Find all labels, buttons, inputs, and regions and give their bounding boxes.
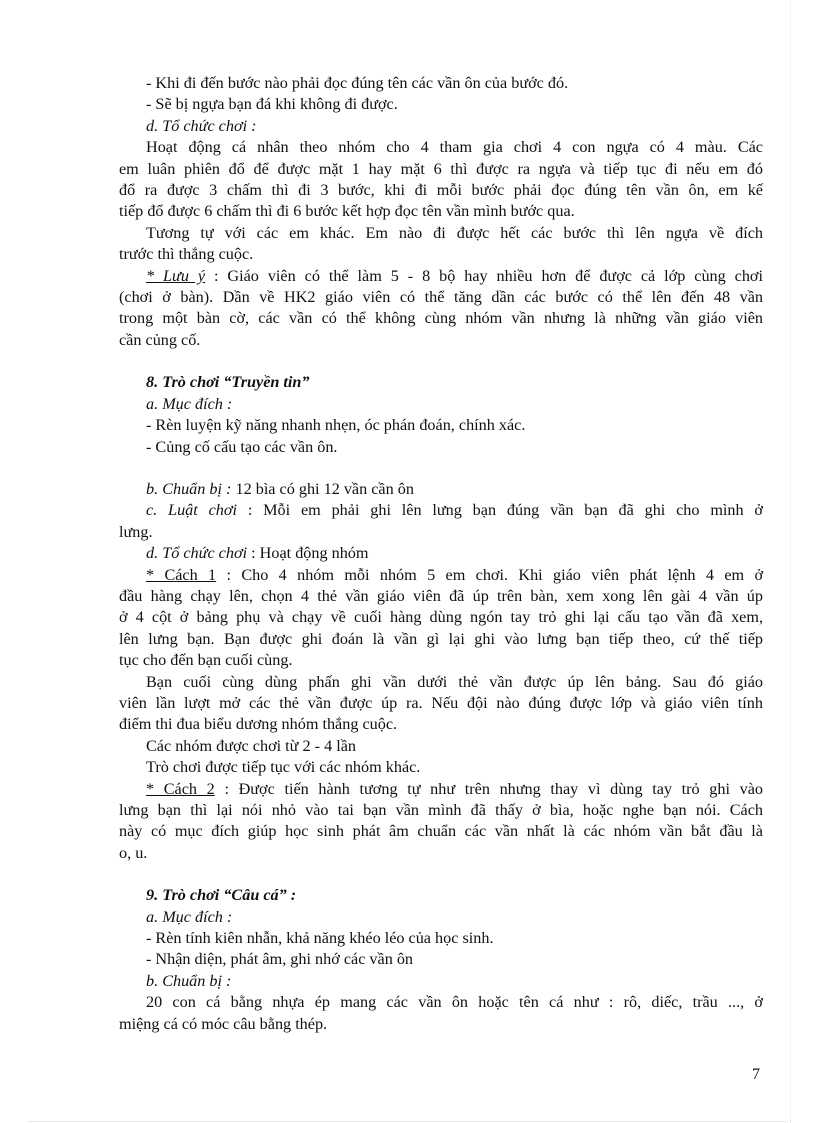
text-line: lưng. [119,522,153,541]
text-line: - Củng cố cấu tạo các vần ôn. [146,437,338,456]
text-line: đổ ra được 3 chấm thì đi 3 bước, khi đi mỗi bước phải đọc đúng tên vần ôn, em kế [119,181,763,200]
text-line: Trò chơi được tiếp tục với các nhóm khác. [146,758,421,777]
footer-divider [28,1121,788,1122]
spacer [146,864,763,885]
text-line: đầu hàng chạy lên, chọn 4 thẻ vần giáo viên đã úp trên bàn, xem xong lên gài 4 vần úp [119,586,763,605]
method-label: * Cách 2 [146,779,215,798]
text-line: trong một bàn cờ, các vần có thể không cùng nhóm vần nhưng là những vần giáo viên [119,309,763,328]
method-label: * Cách 1 [146,565,217,584]
text-line: viên lần lượt mở các thẻ vần được úp ra. Nếu đội nào đúng được lớp và giáo viên tính [119,693,763,712]
note-text: : Giáo viên có thể làm 5 - 8 bộ hay nhiều hơn để được cả lớp cùng chơi [205,266,763,285]
text-line: lên lưng bạn. Bạn được ghi đoán là vần gì lại ghi vào lưng bạn tiếp theo, cứ thế tiếp [119,629,763,648]
section-heading: 9. Trò chơi “Câu cá” : [146,886,297,905]
page-number: 7 [752,1066,760,1083]
text-run: 12 bìa có ghi 12 vần cần ôn [231,479,414,498]
text-run: : Cho 4 nhóm mỗi nhóm 5 em chơi. Khi giáo viên phát lệnh 4 em ở [216,565,764,584]
text-line: Bạn cuối cùng dùng phấn ghi vần dưới thẻ vần được úp lên bảng. Sau đó giáo [146,672,763,691]
text-line: này có mục đích giúp học sinh phát âm chuẩn các vần nhất là các nhóm vần bắt đầu là [119,822,763,841]
text-run: : Mỗi em phải ghi lên lưng bạn đúng vần bạn đã ghi cho mình ở [237,501,763,520]
text-line [146,500,763,521]
subheading: a. Mục đích : [146,394,233,413]
margin-divider [790,0,791,1123]
document-body [119,73,764,1035]
subheading: c. Luật chơi [146,501,237,520]
text-line: Các nhóm được chơi từ 2 - 4 lần [146,736,356,755]
text-line [146,779,763,800]
text-line: ở 4 cột ở bảng phụ và chạy về cuối hàng dùng ngón tay trỏ ghi lại cấu tạo vần đã xem, [119,608,763,627]
subheading: d. Tổ chức chơi [146,544,248,563]
text-line [146,266,763,287]
spacer [146,458,763,479]
text-line: - Sẽ bị ngựa bạn đá khi không đi được. [146,95,398,114]
text-line: Hoạt động cá nhân theo nhóm cho 4 tham gia chơi 4 con ngựa có 4 màu. Các [146,138,763,157]
text-line: 20 con cá bằng nhựa ép mang các vần ôn hoặc tên cá như : rô, diếc, trầu ..., ở [146,993,763,1012]
section-heading: 8. Trò chơi “Truyền tin” [146,373,310,392]
text-line: trước thì thắng cuộc. [119,245,254,264]
spacer [146,351,763,372]
text-run: : Được tiến hành tương tự như trên nhưng thay vì dùng tay trỏ ghi vào [214,779,763,798]
text-line: em luân phiên đổ để được mặt 1 hay mặt 6 thì được ra ngựa và tiếp tục đi nếu em đó [119,159,763,178]
text-line: điểm thi đua biểu dương nhóm thắng cuộc. [119,715,398,734]
text-line [146,565,763,586]
text-line [146,479,763,500]
text-run: : Hoạt động nhóm [247,544,369,563]
text-line: lưng bạn thì lại nói nhỏ vào tai bạn vần mình đã thấy ở bìa, hoặc nghe bạn nói. Cách [119,801,763,819]
text-line: miệng cá có móc câu bằng thép. [119,1014,328,1033]
subheading: b. Chuẩn bị : [146,479,232,498]
text-line: (chơi ở bàn). Dần về HK2 giáo viên có thể tăng dần các bước có thể lên đến 48 vần [119,288,763,307]
text-line: - Nhận diện, phát âm, ghi nhớ các vần ôn [146,950,414,969]
text-line: tiếp đổ được 6 chấm thì đi 6 bước kết hợp đọc tên vần mình bước qua. [119,202,575,221]
text-line: - Khi đi đến bước nào phải đọc đúng tên các vần ôn của bước đó. [146,74,569,92]
text-line: - Rèn luyện kỹ năng nhanh nhẹn, óc phán đoán, chính xác. [146,416,526,435]
text-line: cần củng cố. [119,330,201,349]
text-line [146,543,763,564]
text-line: Tương tự với các em khác. Em nào đi được hết các bước thì lên ngựa về đích [146,223,763,242]
text-line: o, u. [119,843,148,862]
subheading: a. Mục đích : [146,907,233,926]
subheading: b. Chuẩn bị : [146,971,232,990]
text-line: tục cho đến bạn cuối cùng. [119,651,293,670]
subheading: d. Tổ chức chơi : [146,116,257,135]
text-line: - Rèn tính kiên nhẫn, khả năng khéo léo của học sinh. [146,929,494,948]
note-label: * Lưu ý [146,266,206,285]
